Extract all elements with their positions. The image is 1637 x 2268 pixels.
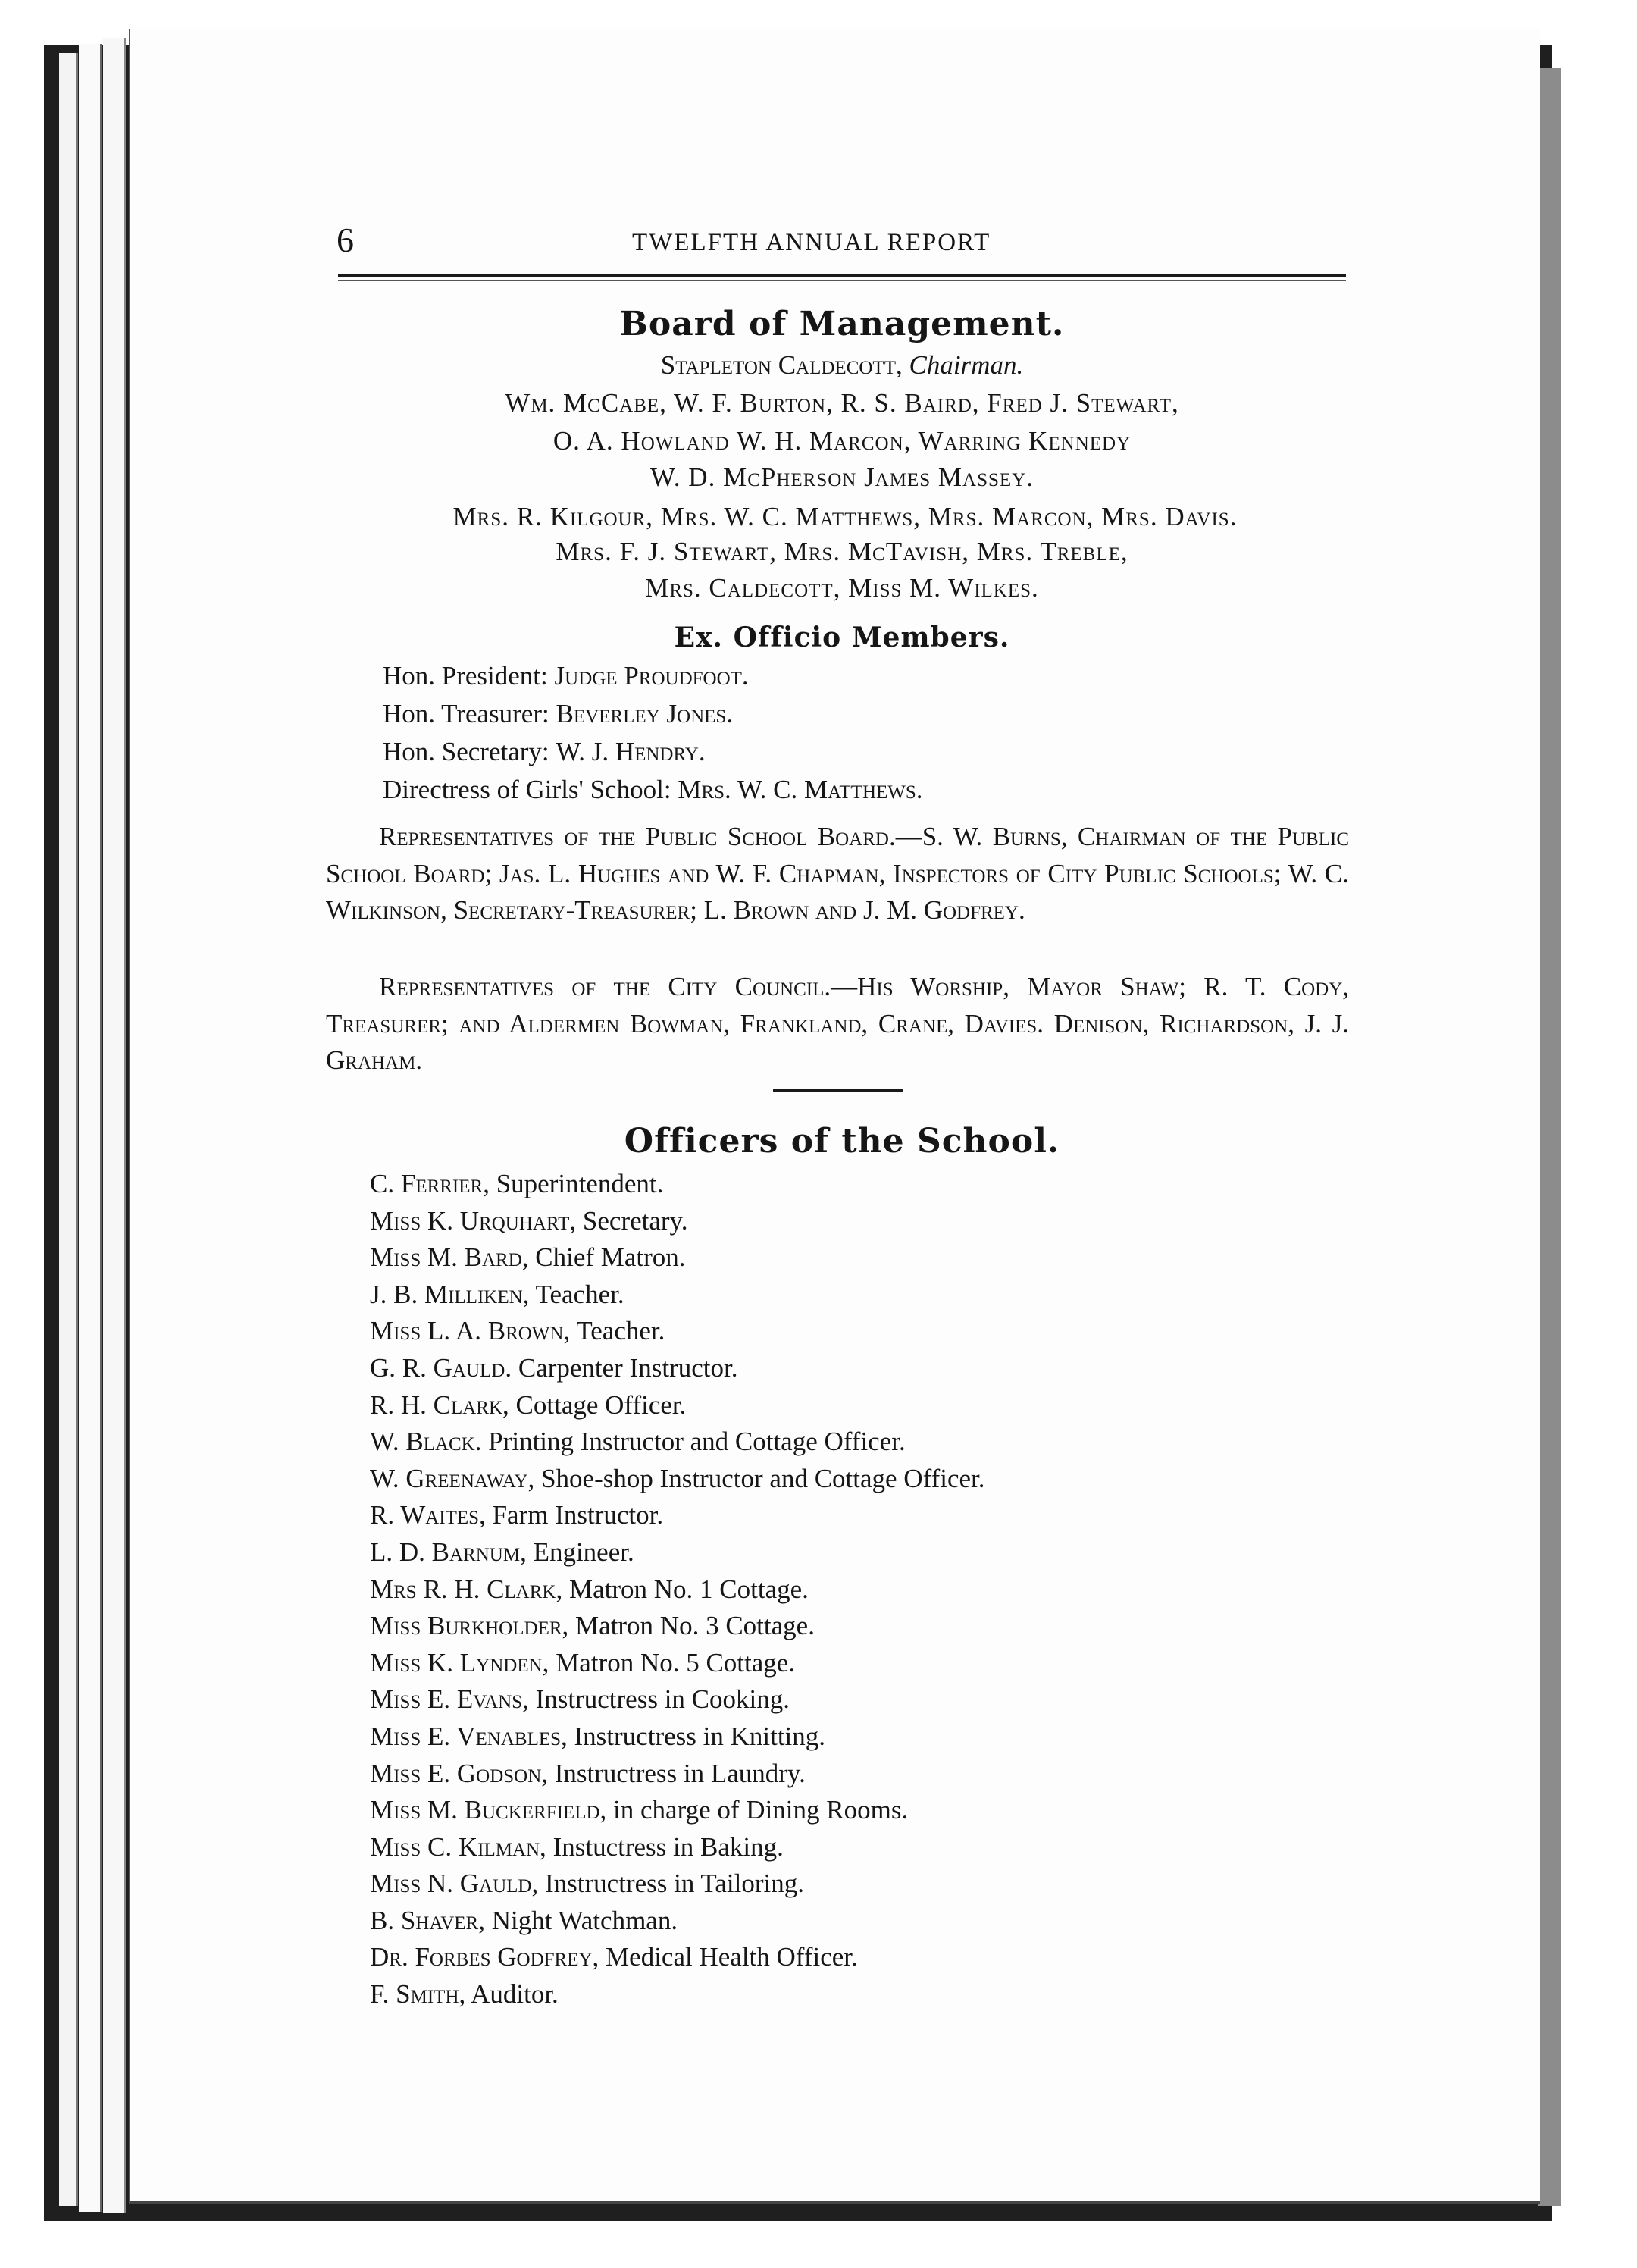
officer-entry xyxy=(370,1497,985,1534)
officer-role: Cottage Officer. xyxy=(515,1389,687,1420)
officer-role: Printing Instructor and Cottage Officer. xyxy=(488,1427,906,1457)
officer-name: F. Smith, xyxy=(370,1979,466,2010)
header-rule-thin xyxy=(338,280,1346,281)
page-edge-strip xyxy=(59,53,78,2206)
officer-entry xyxy=(370,1571,985,1609)
officer-name: J. B. Milliken, xyxy=(370,1279,530,1309)
officer-name: Miss M. Buckerfield, xyxy=(370,1795,607,1825)
binding-shadow xyxy=(1538,68,1561,2206)
board-line: Mrs. Caldecott, Miss M. Wilkes. xyxy=(645,573,1039,603)
officer-role: Farm Instructor. xyxy=(492,1500,664,1530)
officer-name: Miss N. Gauld, xyxy=(370,1869,539,1899)
officer-entry xyxy=(370,1645,985,1682)
officer-role: in charge of Dining Rooms. xyxy=(613,1795,909,1825)
member-role: Hon. Secretary: xyxy=(383,737,549,766)
officer-name: Dr. Forbes Godfrey, xyxy=(370,1942,599,1972)
officer-entry xyxy=(370,1829,985,1866)
board-heading: Board of Management. xyxy=(619,305,1065,343)
officer-role: Instuctress in Baking. xyxy=(552,1831,784,1862)
ex-officio-member xyxy=(383,775,923,805)
officer-role: Chief Matron. xyxy=(535,1242,686,1273)
header-rule xyxy=(338,274,1346,277)
officer-name: W. Black. xyxy=(370,1427,482,1457)
ex-officio-member xyxy=(383,661,749,691)
section-divider xyxy=(773,1089,903,1092)
member-name: Beverley Jones. xyxy=(556,699,734,728)
officer-entry xyxy=(370,1756,985,1793)
chairman-title: Chairman. xyxy=(909,350,1024,380)
member-name: W. J. Hendry. xyxy=(556,737,706,766)
page-header xyxy=(336,220,1344,273)
officer-role: Medical Health Officer. xyxy=(606,1942,858,1972)
board-chairman xyxy=(338,350,1346,381)
officer-role: Engineer. xyxy=(533,1537,634,1567)
officer-name: Miss K. Lynden, xyxy=(370,1647,549,1678)
officer-entry xyxy=(370,1166,985,1203)
officer-name: W. Greenaway, xyxy=(370,1463,535,1493)
officer-role: Teacher. xyxy=(576,1316,665,1346)
board-line: Mrs. F. J. Stewart, Mrs. McTavish, Mrs. Treble, xyxy=(556,537,1128,566)
officer-name: Miss E. Godson, xyxy=(370,1758,549,1788)
officer-entry xyxy=(370,1792,985,1829)
officer-entry xyxy=(370,1976,985,2013)
officer-entry xyxy=(370,1608,985,1645)
board-line: O. A. Howland W. H. Marcon, Warring Kennedy xyxy=(552,426,1132,456)
officer-role: Teacher. xyxy=(535,1279,624,1309)
officer-name: B. Shaver, xyxy=(370,1905,485,1935)
officer-role: Matron No. 1 Cottage. xyxy=(568,1574,809,1604)
officer-role: Instructress in Tailoring. xyxy=(545,1869,804,1899)
officers-list xyxy=(370,1166,985,2013)
officer-name: R. H. Clark, xyxy=(370,1389,509,1420)
officer-name: L. D. Barnum, xyxy=(370,1537,527,1567)
officer-entry xyxy=(370,1387,985,1424)
officer-entry xyxy=(370,1239,985,1277)
page-edge-strip xyxy=(103,38,126,2213)
officer-role: Instructress in Cooking. xyxy=(535,1684,790,1715)
officer-name: Miss M. Bard, xyxy=(370,1242,529,1273)
public-school-board-representatives: Representatives of the Public School Board.—S. W. Burns, Chairman of the Public School Board; Jas. L. Hughes and W. F. Chapman, Inspectors of City Public Schools; W. C. Wilkinson, Secretary-Treasurer; L. Brown and J. M. Godfrey. xyxy=(326,822,1349,925)
ex-officio-member xyxy=(383,737,706,767)
member-name: Judge Proudfoot. xyxy=(554,661,749,691)
officer-name: G. R. Gauld. xyxy=(370,1352,512,1383)
officer-entry xyxy=(370,1203,985,1240)
officer-entry xyxy=(370,1277,985,1314)
officer-entry xyxy=(370,1718,985,1756)
officer-name: Miss L. A. Brown, xyxy=(370,1316,571,1346)
officer-entry xyxy=(370,1939,985,1976)
member-role: Directress of Girls' School: xyxy=(383,775,671,804)
officer-role: Night Watchman. xyxy=(491,1905,678,1935)
page-number: 6 xyxy=(336,221,354,259)
city-council-representatives: Representatives of the City Council.—His Worship, Mayor Shaw; R. T. Cody, Treasurer; and Aldermen Bowman, Frankland, Crane, Davies. Denison, Richardson, J. J. Graham. xyxy=(326,972,1349,1075)
member-name: Mrs. W. C. Matthews. xyxy=(678,775,923,804)
officer-name: Mrs R. H. Clark, xyxy=(370,1574,563,1604)
page-edge-strip xyxy=(79,44,102,2212)
running-title: TWELFTH ANNUAL REPORT xyxy=(632,229,991,256)
officer-role: Carpenter Instructor. xyxy=(518,1352,738,1383)
officer-role: Instructress in Laundry. xyxy=(554,1758,806,1788)
officer-entry xyxy=(370,1313,985,1350)
officer-name: Miss K. Urquhart, xyxy=(370,1205,577,1236)
board-line: Wm. McCabe, W. F. Burton, R. S. Baird, Fred J. Stewart, xyxy=(505,388,1179,418)
officer-entry xyxy=(370,1903,985,1940)
officer-role: Instructress in Knitting. xyxy=(574,1721,826,1751)
officer-role: Superintendent. xyxy=(496,1169,664,1198)
officer-name: Miss Burkholder, xyxy=(370,1611,569,1641)
officer-role: Secretary. xyxy=(582,1205,688,1236)
member-role: Hon. President: xyxy=(383,661,548,691)
officer-name: Miss C. Kilman, xyxy=(370,1831,546,1862)
officer-entry xyxy=(370,1865,985,1903)
officer-role: Auditor. xyxy=(471,1979,559,2010)
board-line: Mrs. R. Kilgour, Mrs. W. C. Matthews, Mrs. Marcon, Mrs. Davis. xyxy=(452,502,1238,531)
officer-entry xyxy=(370,1681,985,1718)
ex-officio-member xyxy=(383,699,733,729)
officer-name: C. Ferrier, xyxy=(370,1169,490,1198)
officer-entry xyxy=(370,1350,985,1387)
ex-officio-heading: Ex. Officio Members. xyxy=(674,622,1010,653)
officer-role: Matron No. 5 Cottage. xyxy=(556,1647,796,1678)
officers-heading: Officers of the School. xyxy=(624,1122,1060,1161)
officer-name: R. Waites, xyxy=(370,1500,486,1530)
officer-name: Miss E. Venables, xyxy=(370,1721,568,1751)
officer-name: Miss E. Evans, xyxy=(370,1684,529,1715)
officer-entry xyxy=(370,1424,985,1461)
officer-entry xyxy=(370,1461,985,1498)
officer-role: Matron No. 3 Cottage. xyxy=(575,1611,815,1641)
officer-role: Shoe-shop Instructor and Cottage Officer. xyxy=(541,1463,985,1493)
member-role: Hon. Treasurer: xyxy=(383,699,549,728)
officer-entry xyxy=(370,1534,985,1571)
chairman-name: Stapleton Caldecott, xyxy=(660,350,903,380)
board-line: W. D. McPherson James Massey. xyxy=(649,462,1034,492)
